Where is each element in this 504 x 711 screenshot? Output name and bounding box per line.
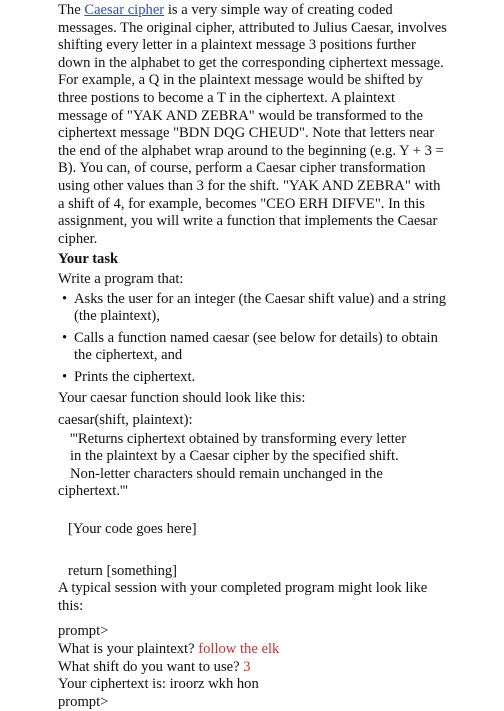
session-output: Your ciphertext is: iroorz wkh hon bbox=[58, 676, 259, 693]
session-line bbox=[58, 641, 448, 659]
session-question: What shift do you want to use? bbox=[58, 658, 244, 675]
caesar-cipher-link[interactable]: Caesar cipher bbox=[84, 2, 165, 18]
code-placeholder: [Your code goes here] bbox=[68, 521, 197, 538]
session-question: What is your plaintext? bbox=[58, 641, 199, 657]
docstring-line: in the plaintext by a Caesar cipher by the specified shift. bbox=[70, 448, 399, 465]
task-bullet-item bbox=[58, 330, 448, 365]
session-line bbox=[58, 659, 448, 677]
function-intro: Your caesar function should look like this: bbox=[58, 390, 306, 407]
session-user-input: 3 bbox=[243, 658, 251, 675]
session-prompt: prompt> bbox=[58, 693, 109, 710]
docstring-line: Non-letter characters should remain unchanged in the bbox=[70, 465, 383, 482]
bullet-dot-icon: • bbox=[62, 329, 68, 346]
task-bullet-item bbox=[58, 369, 448, 387]
docstring-line: ciphertext.''' bbox=[58, 483, 128, 500]
task-intro: Write a program that: bbox=[58, 270, 184, 287]
sample-session bbox=[58, 623, 448, 711]
function-docstring bbox=[58, 430, 448, 501]
task-bullet-text: Prints the ciphertext. bbox=[74, 368, 196, 385]
task-bullet-list bbox=[58, 291, 448, 387]
bullet-dot-icon: • bbox=[62, 368, 68, 385]
session-user-input: follow the elk bbox=[198, 641, 280, 657]
task-bullet-text: Calls a function named caesar (see below for details) to obtain the ciphertext, and bbox=[74, 329, 438, 364]
intro-paragraph bbox=[58, 2, 448, 248]
bullet-dot-icon: • bbox=[62, 290, 68, 307]
task-bullet-item bbox=[58, 291, 448, 326]
docstring-line: '''Returns ciphertext obtained by transforming every letter bbox=[70, 430, 407, 447]
task-heading: Your task bbox=[58, 251, 119, 268]
function-signature: caesar(shift, plaintext): bbox=[58, 412, 193, 429]
return-line: return [something] bbox=[68, 562, 178, 579]
intro-pre: The bbox=[58, 2, 85, 18]
intro-body: is a very simple way of creating coded messages. The original cipher, attributed to Julius Caesar, involves shifting every letter in a plaintext message 3 positions further down in the alphabet to get the corresponding ciphertext message. For example, a Q in the plaintext message would be shifted by three postions to become a T in the ciphertext. A plaintext message of "YAK AND ZEBRA" would be transformed to the ciphertext message "BDN DQG CHEUD". Note that letters near the end of the alphabet wrap around to the beginning (e.g. Y + 3 = B). You can, of course, perform a Caesar cipher transformation using other values than 3 for the shift. "YAK AND ZEBRA" with a shift of 4, for example, becomes "CEO ERH DIFVE". In this assignment, you will write a function that implements the Caesar cipher. bbox=[58, 2, 447, 247]
task-bullet-text: Asks the user for an integer (the Caesar shift value) and a string (the plaintext), bbox=[74, 290, 447, 325]
session-intro: A typical session with your completed program might look like this: bbox=[58, 580, 428, 614]
session-prompt: prompt> bbox=[58, 623, 109, 640]
